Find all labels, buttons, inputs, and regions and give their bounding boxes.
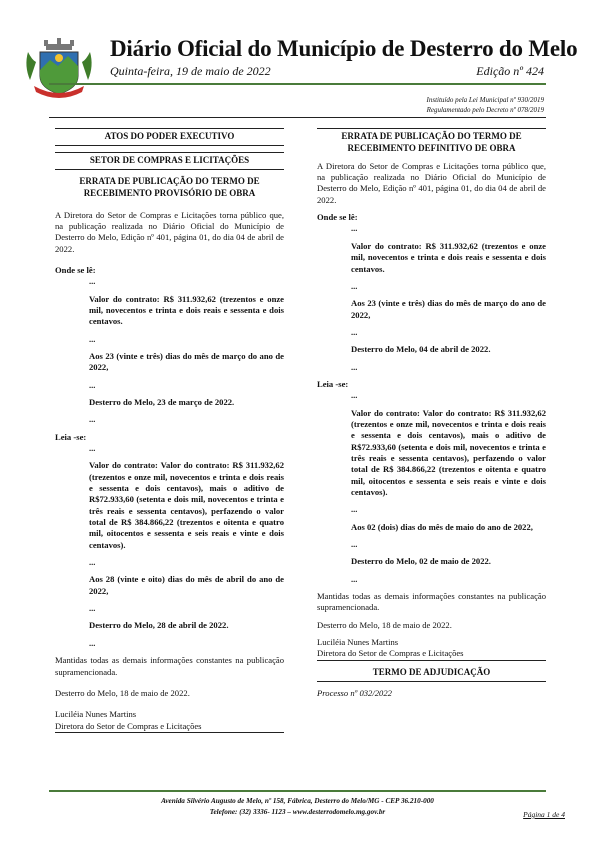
adjudication-title: TERMO DE ADJUDICAÇÃO <box>372 666 491 677</box>
leia-location-date: Desterro do Melo, 02 de maio de 2022. <box>351 556 491 567</box>
ellipsis: ... <box>89 637 96 648</box>
signatory-role: Diretora do Setor de Compras e Licitações <box>317 648 546 660</box>
signatory-role: Diretora do Setor de Compras e Licitações <box>55 721 284 733</box>
ellipsis: ... <box>89 603 96 614</box>
ellipsis: ... <box>351 573 358 584</box>
ellipsis: ... <box>351 326 358 337</box>
leia-contract-value: Valor do contrato: Valor do contrato: R$ 311.932,62 (trezentos e onze mil, novecentos e trinta e dois reais e sessenta e dois centavos), mais o aditivo de R$72.933,60 (setenta e dois mil, novecentos e trinta e três reais e sessenta centavos), perfazendo o valor total de R$ 384.866,22 (trezentos e oitenta e quatro mil, oitocentos e sessenta e seis reais e vinte e dois centavos). <box>351 407 546 497</box>
signing-date: Desterro do Melo, 18 de maio de 2022. <box>55 687 190 698</box>
onde-contract-value: Valor do contrato: R$ 311.932,62 (trezentos e onze mil, novecentos e trinta e dois reais e sessenta e dois centavos. <box>89 293 284 327</box>
onde-label: Onde se lê: <box>317 212 358 223</box>
footer-address: Avenida Silvério Augusto de Melo, nº 158, Fábrica, Desterro do Melo/MG - CEP 36.210-000 <box>161 797 434 805</box>
ellipsis: ... <box>351 280 358 291</box>
onde-location-date: Desterro do Melo, 04 de abril de 2022. <box>351 344 491 355</box>
ellipsis: ... <box>351 390 358 401</box>
mantidas-text: Mantidas todas as demais informações constantes na publicação supramencionada. <box>317 591 546 613</box>
mantidas-text: Mantidas todas as demais informações constantes na publicação supramencionada. <box>55 655 284 677</box>
footer-contact: Telefone: (32) 3336- 1123 – www.desterrodomelo.mg.gov.br <box>209 808 386 816</box>
onde-label: Onde se lê: <box>55 264 96 275</box>
ellipsis: ... <box>89 414 96 425</box>
ellipsis: ... <box>351 539 358 550</box>
leia-date-text: Aos 02 (dois) dias do mês de maio do ano de 2022, <box>351 521 533 532</box>
signatory-name: Luciléia Nunes Martins <box>317 637 399 648</box>
errata-title: ERRATA DE PUBLICAÇÃO DO TERMO DE RECEBIMENTO DEFINITIVO DE OBRA <box>341 131 522 153</box>
footer-divider <box>49 790 546 792</box>
ellipsis: ... <box>89 379 96 390</box>
section-heading-executive: ATOS DO PODER EXECUTIVO <box>55 128 284 146</box>
coat-of-arms-icon <box>22 36 96 102</box>
leia-label: Leia -se: <box>55 431 87 442</box>
ellipsis: ... <box>89 443 96 453</box>
onde-location-date: Desterro do Melo, 23 de março de 2022. <box>89 396 235 407</box>
header-divider <box>49 83 546 85</box>
signatory-name: Luciléia Nunes Martins <box>55 709 137 720</box>
edition-number: Edição nº 424 <box>476 64 544 78</box>
section-heading-purchasing: SETOR DE COMPRAS E LICITAÇÕES <box>55 152 284 170</box>
regulation-decree: Regulamentado pelo Decreto nº 078/2019 <box>426 106 544 114</box>
errata-title: ERRATA DE PUBLICAÇÃO DO TERMO DE RECEBIMENTO PROVISÓRIO DE OBRA <box>79 175 260 198</box>
onde-contract-value: Valor do contrato: R$ 311.932,62 (trezentos e onze mil, novecentos e trinta e dois reais e sessenta e dois centavos. <box>351 240 546 274</box>
leia-label: Leia -se: <box>317 378 349 389</box>
header-rule <box>49 117 546 118</box>
page-number: Página 1 de 4 <box>523 810 565 819</box>
issue-date: Quinta-feira, 19 de maio de 2022 <box>110 64 271 78</box>
errata-intro: A Diretora do Setor de Compras e Licitações torna público que, na publicação realizada no Diário Oficial do Município de Desterro do Melo, Edição nº 401, página 01, do dia 04 de abril de 2022. <box>55 209 284 254</box>
leia-location-date: Desterro do Melo, 28 de abril de 2022. <box>89 620 229 631</box>
leia-contract-value: Valor do contrato: Valor do contrato: R$ 311.932,62 (trezentos e onze mil, novecentos e trinta e dois reais e sessenta e dois centavos), mais o aditivo de R$72.933,60 (setenta e dois mil, novecentos e trinta e três reais e sessenta centavos), perfazendo o valor total de R$ 384.866,22 (trezentos e oitenta e quatro mil, oitocentos e sessenta e seis reais e vinte e dois centavos). <box>89 460 284 550</box>
onde-date-text: Aos 23 (vinte e três) dias do mês de março do ano de 2022, <box>351 298 546 320</box>
ellipsis: ... <box>89 557 96 568</box>
ellipsis: ... <box>351 223 358 234</box>
ellipsis: ... <box>351 361 358 372</box>
ellipsis: ... <box>89 333 96 344</box>
signing-date: Desterro do Melo, 18 de maio de 2022. <box>317 619 452 630</box>
left-column <box>55 122 284 733</box>
process-number: Processo nº 032/2022 <box>317 687 392 698</box>
institution-law: Instituído pela Lei Municipal nº 930/2019 <box>426 96 544 104</box>
ellipsis: ... <box>89 276 96 287</box>
right-column <box>317 122 546 699</box>
onde-date-text: Aos 23 (vinte e três) dias do mês de março do ano de 2022, <box>89 350 284 373</box>
leia-date-text: Aos 28 (vinte e oito) dias do mês de abril do ano de 2022, <box>89 574 284 596</box>
errata-intro: A Diretora do Setor de Compras e Licitações torna público que, na publicação realizada no Diário Oficial do Município de Desterro do Melo, Edição nº 401, página 01, do dia 04 de abril de 2022. <box>317 160 546 205</box>
ellipsis: ... <box>351 504 358 515</box>
page-title: Diário Oficial do Município de Desterro do Melo <box>110 36 578 61</box>
